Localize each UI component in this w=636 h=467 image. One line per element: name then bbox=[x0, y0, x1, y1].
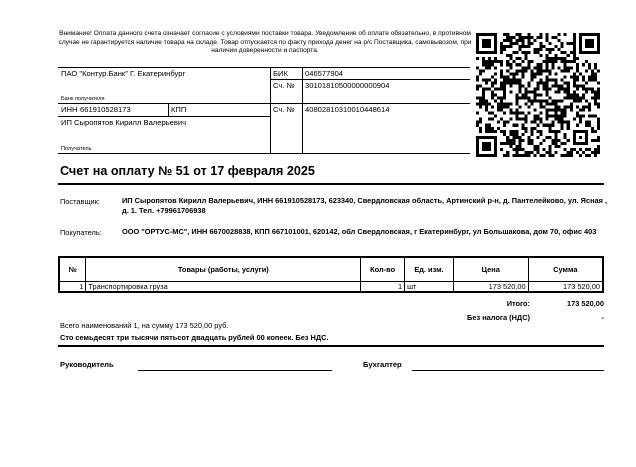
supplier-label: Поставщик: bbox=[60, 197, 100, 206]
summary-divider bbox=[58, 345, 604, 347]
row-unit: шт bbox=[405, 281, 454, 292]
vat-value: - bbox=[601, 312, 604, 322]
accountant-label: Бухгалтер bbox=[363, 360, 402, 369]
recipient-name: ИП Сыропятов Кирилл Валерьевич bbox=[61, 118, 187, 127]
table-header-row bbox=[59, 257, 603, 281]
recipient-label: Получатель bbox=[61, 146, 92, 152]
title-divider bbox=[58, 183, 604, 185]
payment-notice: Внимание! Оплата данного счета означает согласие с условиями поставки товара. Уведомление об оплате обязательно, в противном случае не гарантируется наличие товара на складе. Товар отпускается по факту прихода денег на р/с Поставщика, самовывозом, при наличии доверенности и паспорта. bbox=[58, 30, 472, 55]
inn-value: 661910528173 bbox=[80, 105, 131, 114]
row-goods: Транспортировка груза bbox=[86, 281, 361, 292]
items-table bbox=[58, 256, 604, 293]
bank-details-block bbox=[58, 67, 470, 154]
director-signature-line bbox=[138, 370, 332, 371]
row-quantity: 1 bbox=[361, 281, 405, 292]
qr-code bbox=[476, 33, 600, 157]
col-header-number: № bbox=[59, 257, 86, 281]
total-label: Итого: bbox=[506, 298, 530, 308]
director-label: Руководитель bbox=[60, 360, 114, 369]
col-header-sum: Сумма bbox=[528, 257, 603, 281]
row-price: 173 520,00 bbox=[453, 281, 528, 292]
account-value: 40802810310010448614 bbox=[305, 105, 390, 114]
corr-account-label: Сч. № bbox=[273, 81, 295, 90]
col-header-goods: Товары (работы, услуги) bbox=[86, 257, 361, 281]
account-label: Сч. № bbox=[273, 105, 295, 114]
amount-in-words: Сто семьдесят три тысячи пятьсот двадцать рублей 00 копеек. Без НДС. bbox=[60, 333, 329, 342]
buyer-value: ООО "ОРТУС-МС", ИНН 6670028838, КПП 667101001, 620142, обл Свердловская, г Екатеринбург, ул Большакова, дом 70, офис 403 bbox=[122, 227, 597, 236]
totals-block bbox=[467, 296, 604, 324]
total-value: 173 520,00 bbox=[567, 298, 604, 308]
items-summary: Всего наименований 1, на сумму 173 520,00 руб. bbox=[60, 321, 229, 330]
row-sum: 173 520,00 bbox=[528, 281, 603, 292]
kpp-label: КПП bbox=[171, 105, 187, 114]
table-row bbox=[59, 281, 603, 292]
accountant-signature-line bbox=[412, 370, 604, 371]
col-header-quantity: Кол-во bbox=[361, 257, 405, 281]
bank-name: ПАО "Контур.Банк" Г. Екатеринбург bbox=[61, 69, 186, 78]
col-header-price: Цена bbox=[453, 257, 528, 281]
buyer-label: Покупатель: bbox=[60, 228, 102, 237]
vat-label: Без налога (НДС) bbox=[467, 312, 530, 322]
corr-account-value: 30101810500000000904 bbox=[305, 81, 390, 90]
supplier-value: ИП Сыропятов Кирилл Валерьевич, ИНН 661910528173, 623340, Свердловская область, Артинский р-н, д. Пантелейково, ул. Ясная , д. 1. Тел. +79961706938 bbox=[122, 196, 608, 215]
invoice-title: Счет на оплату № 51 от 17 февраля 2025 bbox=[60, 164, 315, 178]
bik-label: БИК bbox=[273, 69, 288, 78]
bik-value: 046577904 bbox=[305, 69, 344, 78]
col-header-unit: Ед. изм. bbox=[405, 257, 454, 281]
bank-recipient-label: Банк получателя bbox=[61, 96, 105, 102]
inn-label: ИНН bbox=[61, 105, 78, 114]
row-number: 1 bbox=[59, 281, 86, 292]
